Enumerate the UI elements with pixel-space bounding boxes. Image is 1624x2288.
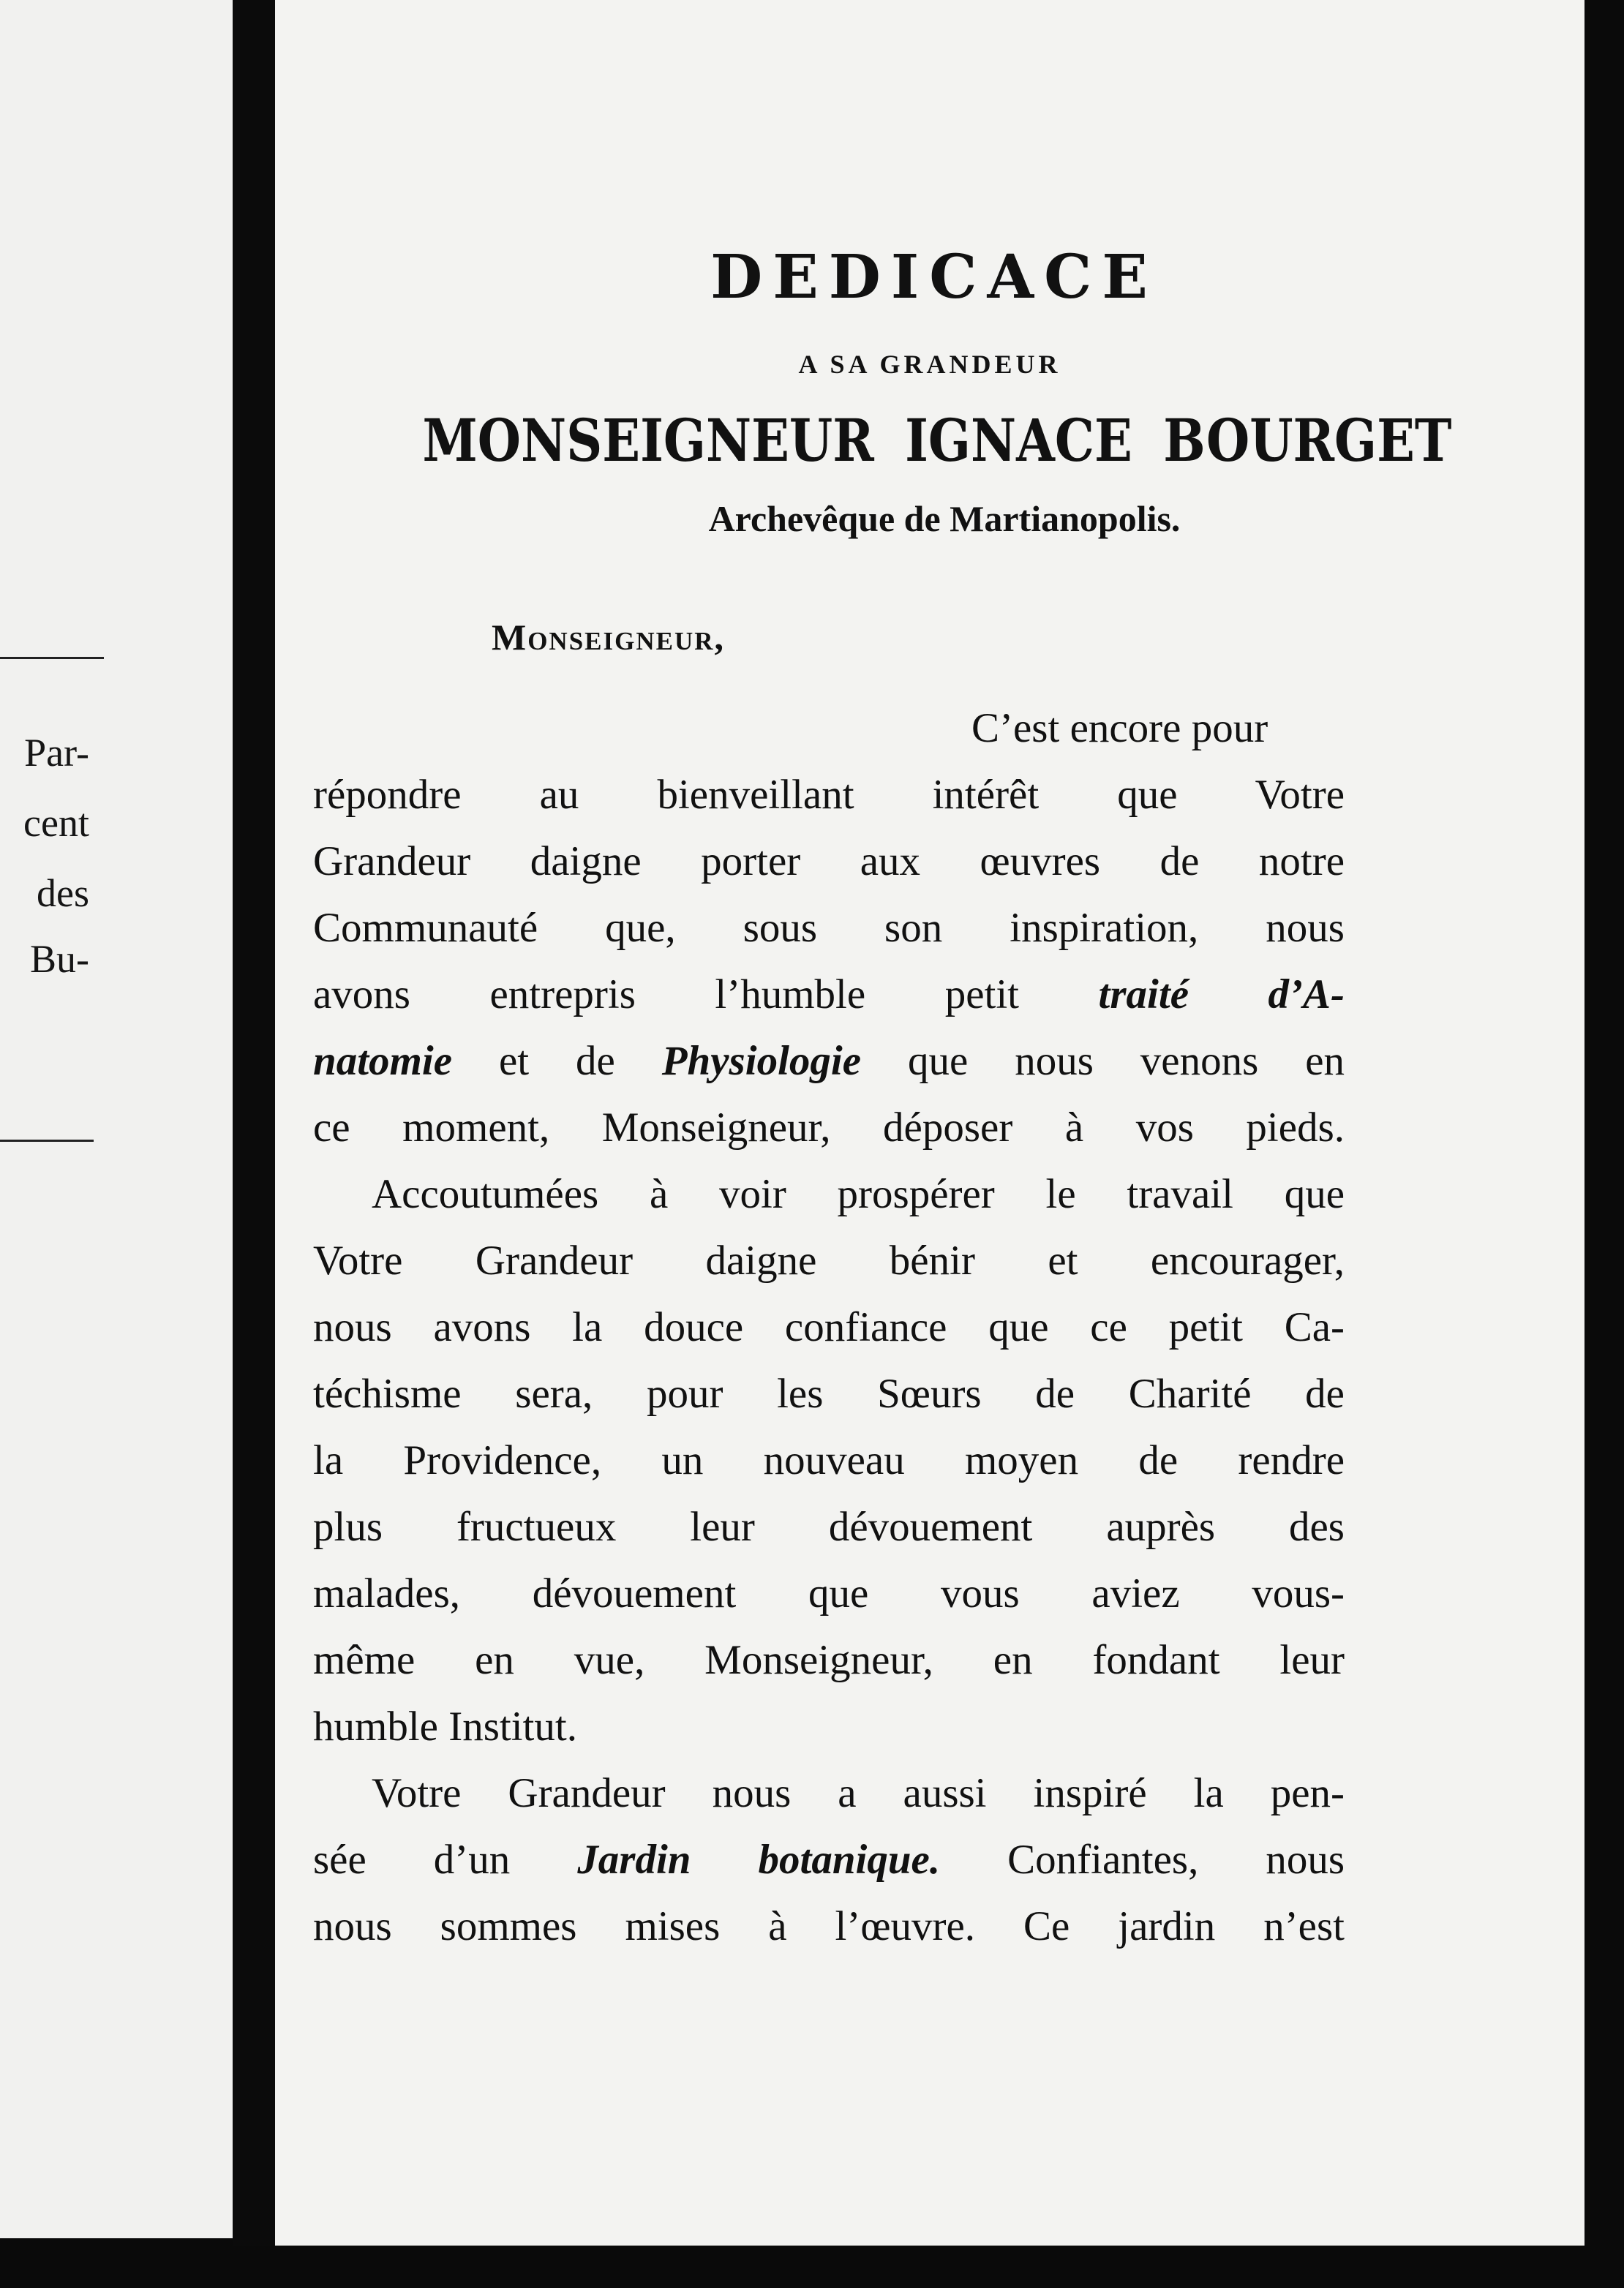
left-page-rule-top xyxy=(0,657,104,659)
left-page-fragment: Bu- xyxy=(30,937,89,981)
dedication-body xyxy=(313,695,1345,1960)
text-line: natomie et de Physiologie que nous venons en xyxy=(313,1038,1345,1084)
page-title: DEDICACE xyxy=(710,242,1158,312)
text-line: Communauté que, sous son inspiration, nous xyxy=(313,905,1345,951)
salutation: Monseigneur, xyxy=(492,617,726,658)
binding-gutter xyxy=(233,0,275,2288)
text-line: téchisme sera, pour les Sœurs de Charité de xyxy=(313,1371,1345,1417)
left-page-fragment: cent xyxy=(23,801,89,845)
italic-term: Jardin botanique. xyxy=(577,1837,941,1883)
text-line: nous sommes mises à l’œuvre. Ce jardin n’est xyxy=(313,1903,1345,1949)
recipient-name: MONSEIGNEUR IGNACE BOURGET xyxy=(422,406,1452,475)
left-page-fragment: des xyxy=(37,871,89,915)
text-line: sée d’un Jardin botanique. Confiantes, nous xyxy=(313,1837,1345,1883)
text-line: humble Institut. xyxy=(313,1704,577,1750)
text-line: ce moment, Monseigneur, déposer à vos pieds. xyxy=(313,1105,1345,1151)
bottom-page-edge-shadow xyxy=(0,2246,1624,2288)
text-line: avons entrepris l’humble petit traité d’A- xyxy=(313,971,1345,1017)
text-line: plus fructueux leur dévouement auprès des xyxy=(313,1504,1345,1550)
dedication-line: A SA GRANDEUR xyxy=(798,350,1061,379)
previous-page-edge xyxy=(0,0,233,2238)
text-line: Accoutumées à voir prospérer le travail que xyxy=(372,1171,1345,1217)
left-page-fragment: Par- xyxy=(24,731,89,775)
text-line: Votre Grandeur nous a aussi inspiré la pen- xyxy=(372,1770,1345,1816)
italic-term: Physiologie xyxy=(661,1038,862,1084)
document-page xyxy=(275,0,1584,2246)
text-line: Votre Grandeur daigne bénir et encourager, xyxy=(313,1238,1345,1284)
left-page-rule-bottom xyxy=(0,1140,94,1142)
italic-term: natomie xyxy=(313,1038,453,1084)
text-line: répondre au bienveillant intérêt que Votre xyxy=(313,772,1345,818)
right-page-edge-shadow xyxy=(1584,0,1624,2288)
recipient-title: Archevêque de Martianopolis. xyxy=(708,498,1181,539)
text-line: nous avons la douce confiance que ce petit Ca- xyxy=(313,1304,1345,1350)
text-line: C’est encore pour xyxy=(971,705,1268,751)
text-line: malades, dévouement que vous aviez vous- xyxy=(313,1570,1345,1617)
text-line: même en vue, Monseigneur, en fondant leur xyxy=(313,1637,1345,1683)
text-line: Grandeur daigne porter aux œuvres de notre xyxy=(313,838,1345,884)
text-line: la Providence, un nouveau moyen de rendre xyxy=(313,1437,1345,1483)
italic-term: traité d’A- xyxy=(1098,971,1345,1017)
